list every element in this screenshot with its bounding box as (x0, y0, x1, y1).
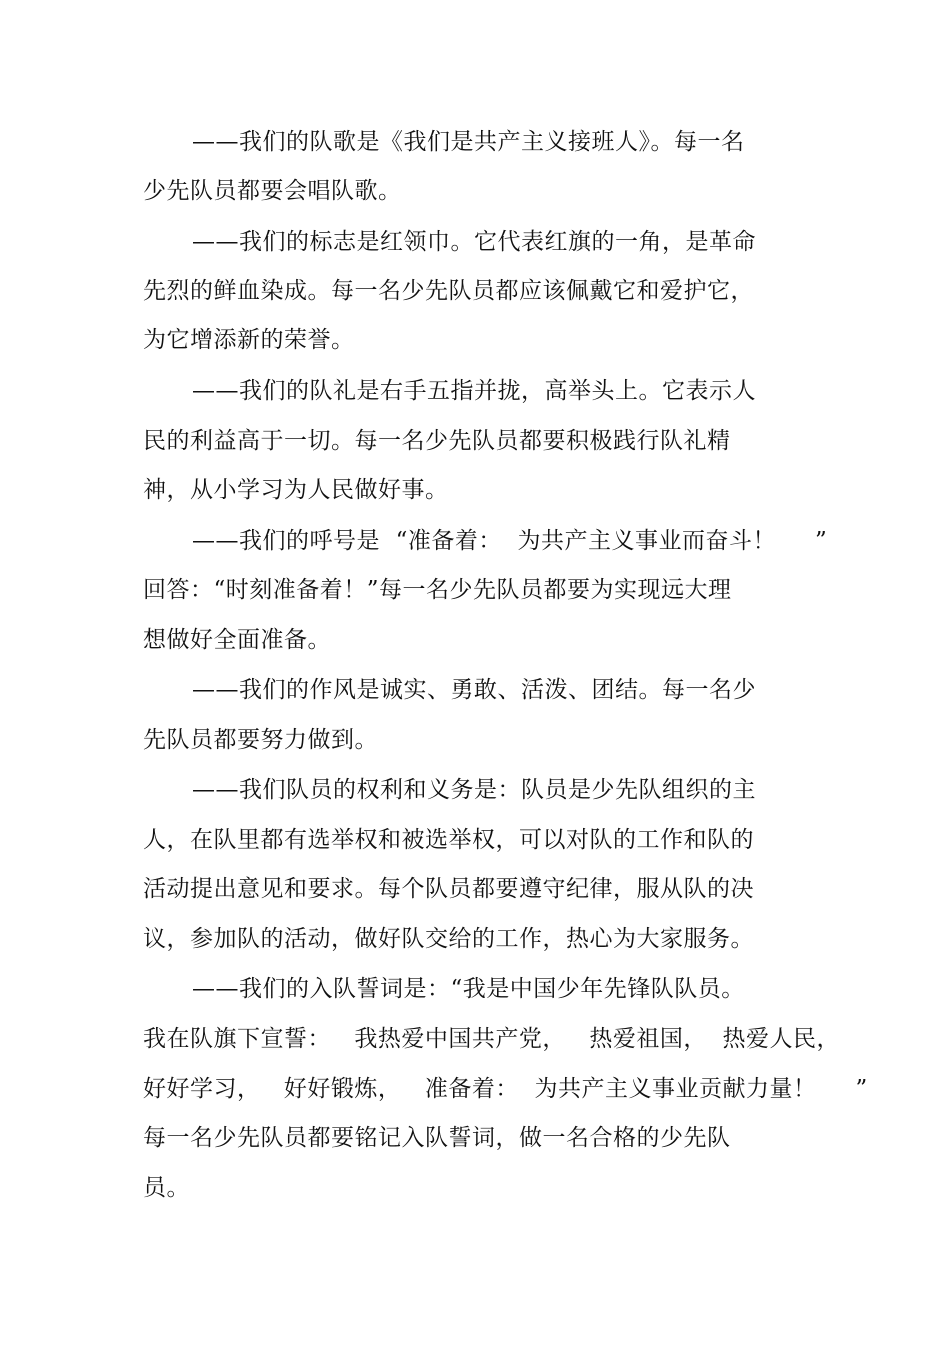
paragraph-line: ——我们的队礼是右手五指并拢，高举头上。它表示人 (192, 378, 756, 404)
paragraph-line: 员。 (143, 1175, 190, 1201)
paragraph-line: 议，参加队的活动，做好队交给的工作，热心为大家服务。 (143, 926, 754, 952)
paragraph-line: 神，从小学习为人民做好事。 (143, 477, 449, 503)
paragraph-line: 少先队员都要会唱队歌。 (143, 178, 402, 204)
paragraph-line: ——我们的入队誓词是：“我是中国少年先锋队队员。 (192, 976, 745, 1002)
paragraph-line: 为它增添新的荣誉。 (143, 327, 355, 353)
paragraph-line: ——我们的标志是红领巾。它代表红旗的一角，是革命 (192, 229, 756, 255)
paragraph-line: ——我们的作风是诚实、勇敢、活泼、团结。每一名少 (192, 677, 756, 703)
paragraph-line: 先烈的鲜血染成。每一名少先队员都应该佩戴它和爱护它， (143, 278, 754, 304)
paragraph-line: 活动提出意见和要求。每个队员都要遵守纪律，服从队的决 (143, 876, 754, 902)
paragraph-line: 我在队旗下宣誓： 我热爱中国共产党， 热爱祖国， 热爱人民， (143, 1026, 840, 1052)
paragraph-line: 每一名少先队员都要铭记入队誓词，做一名合格的少先队 (143, 1125, 731, 1151)
paragraph-line: 先队员都要努力做到。 (143, 727, 378, 753)
paragraph-line: 民的利益高于一切。每一名少先队员都要积极践行队礼精 (143, 428, 731, 454)
paragraph-line: 好好学习， 好好锻炼， 准备着： 为共产主义事业贡献力量！ ” (143, 1076, 868, 1102)
paragraph-line: 人，在队里都有选举权和被选举权，可以对队的工作和队的 (143, 827, 754, 853)
paragraph-line: 想做好全面准备。 (143, 627, 331, 653)
paragraph-line: ——我们队员的权利和义务是：队员是少先队组织的主 (192, 777, 756, 803)
paragraph-line: ——我们的队歌是《我们是共产主义接班人》。每一名 (192, 129, 745, 155)
paragraph-line: ——我们的呼号是 “准备着： 为共产主义事业而奋斗！ ” (192, 528, 828, 554)
paragraph-line: 回答：“时刻准备着！”每一名少先队员都要为实现远大理 (143, 577, 732, 603)
